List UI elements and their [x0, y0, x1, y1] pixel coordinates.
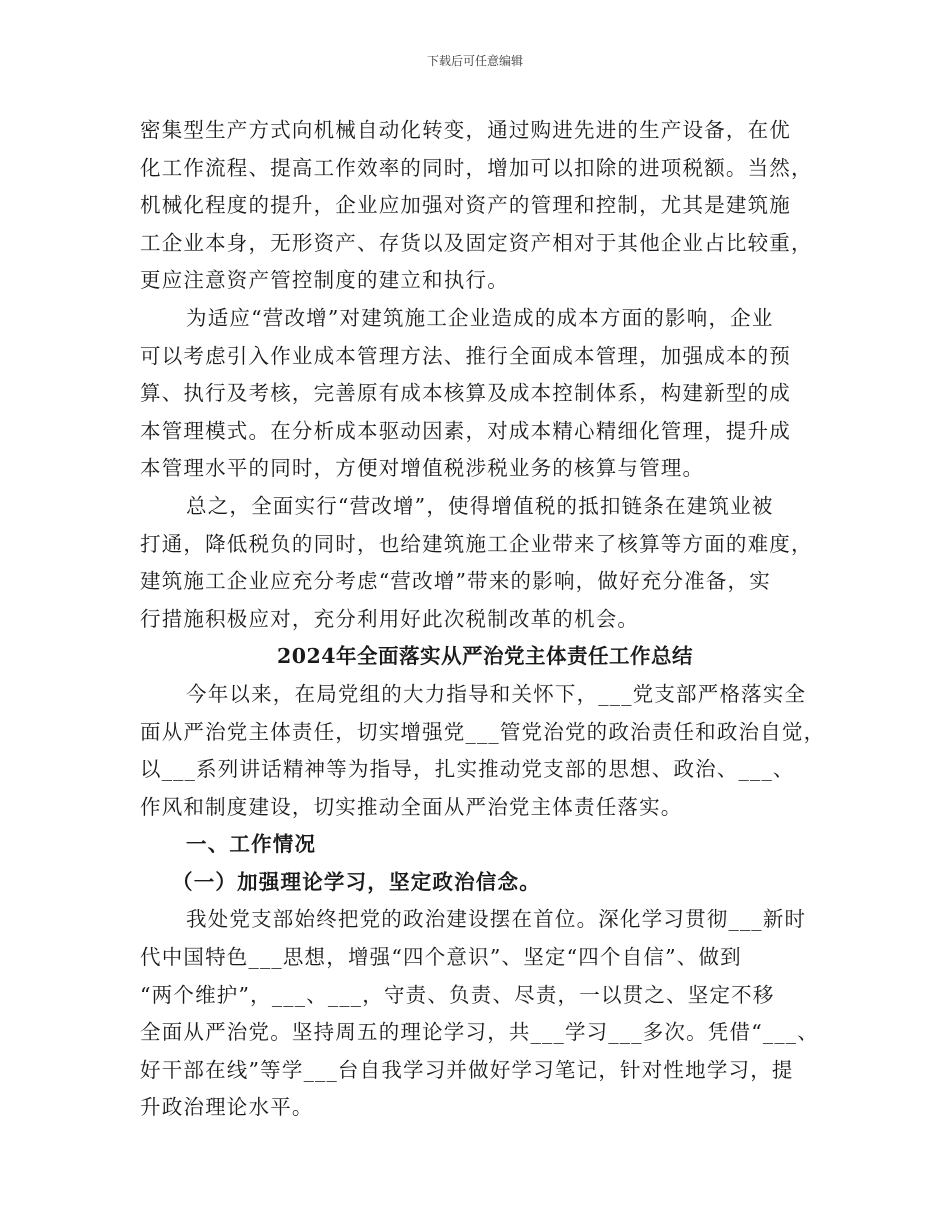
paragraph-line: 机械化程度的提升，企业应加强对资产的管理和控制，尤其是建筑施	[140, 193, 791, 218]
paragraph-line: 化工作流程、提高工作效率的同时，增加可以扣除的进项税额。当然，	[140, 155, 813, 180]
paragraph-line: 可以考虑引入作业成本管理方法、推行全面成本管理，加强成本的预	[140, 343, 791, 368]
paragraph-line: 工企业本身，无形资产、存货以及固定资产相对于其他企业占比较重，	[140, 230, 813, 255]
paragraph-line: 我处党支部始终把党的政治建设摆在首位。深化学习贯彻___新时	[186, 907, 807, 932]
paragraph-line: “两个维护”，___、___，守责、负责、尽责，一以贯之、坚定不移	[140, 982, 775, 1007]
paragraph-line: 以___系列讲话精神等为指导，扎实推动党支部的思想、政治、___、	[140, 757, 795, 782]
paragraph-line: 本管理水平的同时，方便对增值税涉税业务的核算与管理。	[140, 456, 705, 481]
section-heading: 一、工作情况	[186, 832, 317, 857]
paragraph-line: 密集型生产方式向机械自动化转变，通过购进先进的生产设备，在优	[140, 118, 791, 142]
paragraph-line: 总之，全面实行“营改增”，使得增值税的抵扣链条在建筑业被	[186, 493, 774, 518]
paragraph-line: 建筑施工企业应充分考虑“营改增”带来的影响，做好充分准备，实	[140, 569, 771, 594]
paragraph-line: 打通，降低税负的同时，也给建筑施工企业带来了核算等方面的难度，	[140, 531, 813, 556]
paragraph-line: 本管理模式。在分析成本驱动因素，对成本精心精细化管理，提升成	[140, 418, 791, 443]
paragraph-line: 全面从严治党。坚持周五的理论学习，共___学习___多次。凭借“___、	[140, 1020, 819, 1045]
paragraph-line: 今年以来，在局党组的大力指导和关怀下，___党支部严格落实全	[186, 681, 807, 706]
paragraph-line: 行措施积极应对，充分利用好此次税制改革的机会。	[140, 606, 640, 631]
document-title: 2024年全面落实从严治党主体责任工作总结	[276, 644, 694, 669]
paragraph-line: 升政治理论水平。	[140, 1095, 314, 1120]
paragraph-line: 面从严治党主体责任，切实增强党___管党治党的政治责任和政治自觉，	[140, 719, 826, 744]
paragraph-line: 代中国特色___思想，增强“四个意识”、坚定“四个自信”、做到	[140, 945, 742, 970]
paragraph-line: 算、执行及考核，完善原有成本核算及成本控制体系，构建新型的成	[140, 381, 791, 406]
subsection-heading: （一）加强理论学习，坚定政治信念。	[172, 869, 541, 894]
paragraph-line: 为适应“营改增”对建筑施工企业造成的成本方面的影响，企业	[186, 305, 774, 330]
paragraph-line: 作风和制度建设，切实推动全面从严治党主体责任落实。	[140, 794, 683, 819]
header-note: 下载后可任意编辑	[426, 54, 523, 68]
paragraph-line: 好干部在线”等学___台自我学习并做好学习笔记，针对性地学习，提	[140, 1057, 794, 1082]
document-body	[140, 112, 830, 1127]
paragraph-line: 更应注意资产管控制度的建立和执行。	[140, 268, 509, 293]
